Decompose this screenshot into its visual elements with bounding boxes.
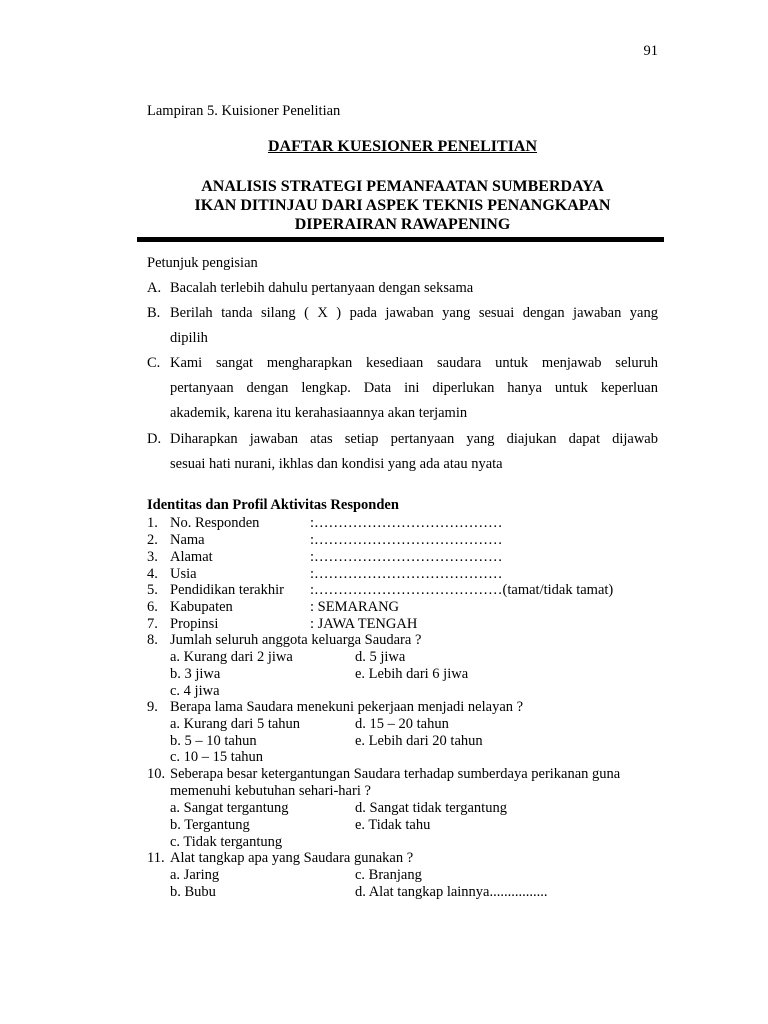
field-label: Pendidikan terakhir <box>170 582 284 598</box>
answer-option: b. Bubu <box>170 884 216 900</box>
page-number: 91 <box>643 43 658 59</box>
instruction-line: Kami sangat mengharapkan kesediaan saudara untuk menjawab seluruh <box>170 355 658 371</box>
answer-option: e. Lebih dari 20 tahun <box>355 733 483 749</box>
question-text: memenuhi kebutuhan sehari-hari ? <box>170 783 371 799</box>
answer-option: d. 15 – 20 tahun <box>355 716 449 732</box>
subtitle-line: ANALISIS STRATEGI PEMANFAATAN SUMBERDAYA <box>201 178 604 195</box>
field-value: : SEMARANG <box>310 599 400 615</box>
answer-option: d. Alat tangkap lainnya................ <box>355 884 548 900</box>
instruction-letter: B. <box>147 305 161 321</box>
answer-option: c. 10 – 15 tahun <box>170 749 264 765</box>
answer-option: a. Kurang dari 2 jiwa <box>170 649 293 665</box>
field-label: Alamat <box>170 549 213 565</box>
instruction-item-a <box>147 276 658 301</box>
answer-option: a. Kurang dari 5 tahun <box>170 716 301 732</box>
instruction-item-d <box>147 427 658 477</box>
answer-option: b. 5 – 10 tahun <box>170 733 257 749</box>
field-value: :………………………………… <box>310 549 503 565</box>
identity-heading: Identitas dan Profil Aktivitas Responden <box>147 497 399 513</box>
item-number: 10. <box>147 766 166 782</box>
item-number: 6. <box>147 599 158 615</box>
instruction-item-c <box>147 351 658 426</box>
answer-option: a. Jaring <box>170 867 220 883</box>
attachment-label: Lampiran 5. Kuisioner Penelitian <box>147 103 341 119</box>
answer-option: d. Sangat tidak tergantung <box>355 800 507 816</box>
question-text: Alat tangkap apa yang Saudara gunakan ? <box>170 850 414 866</box>
answer-option: e. Lebih dari 6 jiwa <box>355 666 469 682</box>
field-label: Usia <box>170 566 197 582</box>
subtitle-line: IKAN DITINJAU DARI ASPEK TEKNIS PENANGKAPAN <box>194 197 611 214</box>
answer-option: b. Tergantung <box>170 817 250 833</box>
answer-option: c. Tidak tergantung <box>170 834 283 850</box>
item-number: 8. <box>147 632 158 648</box>
instruction-letter: C. <box>147 355 161 371</box>
field-label: Propinsi <box>170 616 219 632</box>
field-label: No. Responden <box>170 515 260 531</box>
instruction-line: Berilah tanda silang ( X ) pada jawaban yang sesuai dengan jawaban yang <box>170 305 658 321</box>
item-number: 4. <box>147 566 158 582</box>
answer-option: a. Sangat tergantung <box>170 800 289 816</box>
instruction-item-b <box>147 301 658 351</box>
instruction-line: pertanyaan dengan lengkap. Data ini diperlukan hanya untuk keperluan <box>170 380 658 396</box>
item-number: 3. <box>147 549 158 565</box>
subtitle-line: DIPERAIRAN RAWAPENING <box>294 216 511 233</box>
answer-option: b. 3 jiwa <box>170 666 221 682</box>
answer-option: d. 5 jiwa <box>355 649 406 665</box>
instruction-letter: D. <box>147 431 162 447</box>
field-value: :………………………………… <box>310 566 503 582</box>
heading-divider <box>137 237 664 242</box>
question-text: Seberapa besar ketergantungan Saudara terhadap sumberdaya perikanan guna <box>170 766 621 782</box>
answer-option: c. Branjang <box>355 867 422 883</box>
instruction-line: sesuai hati nurani, ikhlas dan kondisi yang ada atau nyata <box>170 456 503 472</box>
question-text: Berapa lama Saudara menekuni pekerjaan menjadi nelayan ? <box>170 699 524 715</box>
field-label: Kabupaten <box>170 599 233 615</box>
answer-option: c. 4 jiwa <box>170 683 220 699</box>
item-number: 1. <box>147 515 158 531</box>
field-label: Nama <box>170 532 205 548</box>
document-subtitle <box>147 177 658 234</box>
item-number: 2. <box>147 532 158 548</box>
item-number: 7. <box>147 616 158 632</box>
document-title: DAFTAR KUESIONER PENELITIAN <box>267 138 538 155</box>
item-number: 9. <box>147 699 158 715</box>
instructions-heading: Petunjuk pengisian <box>147 255 258 271</box>
instruction-line: Diharapkan jawaban atas setiap pertanyaan yang diajukan dapat dijawab <box>170 431 658 447</box>
field-value: :…………………………………(tamat/tidak tamat) <box>310 582 614 598</box>
item-number: 11. <box>147 850 165 866</box>
instruction-line: Bacalah terlebih dahulu pertanyaan dengan seksama <box>170 280 474 296</box>
field-value: :………………………………… <box>310 532 503 548</box>
field-value: : JAWA TENGAH <box>310 616 418 632</box>
answer-option: e. Tidak tahu <box>355 817 431 833</box>
question-text: Jumlah seluruh anggota keluarga Saudara ? <box>170 632 422 648</box>
instruction-line: dipilih <box>170 330 208 346</box>
instruction-line: akademik, karena itu kerahasiaannya akan terjamin <box>170 405 468 421</box>
item-number: 5. <box>147 582 158 598</box>
field-value: :………………………………… <box>310 515 503 531</box>
instruction-letter: A. <box>147 280 162 296</box>
